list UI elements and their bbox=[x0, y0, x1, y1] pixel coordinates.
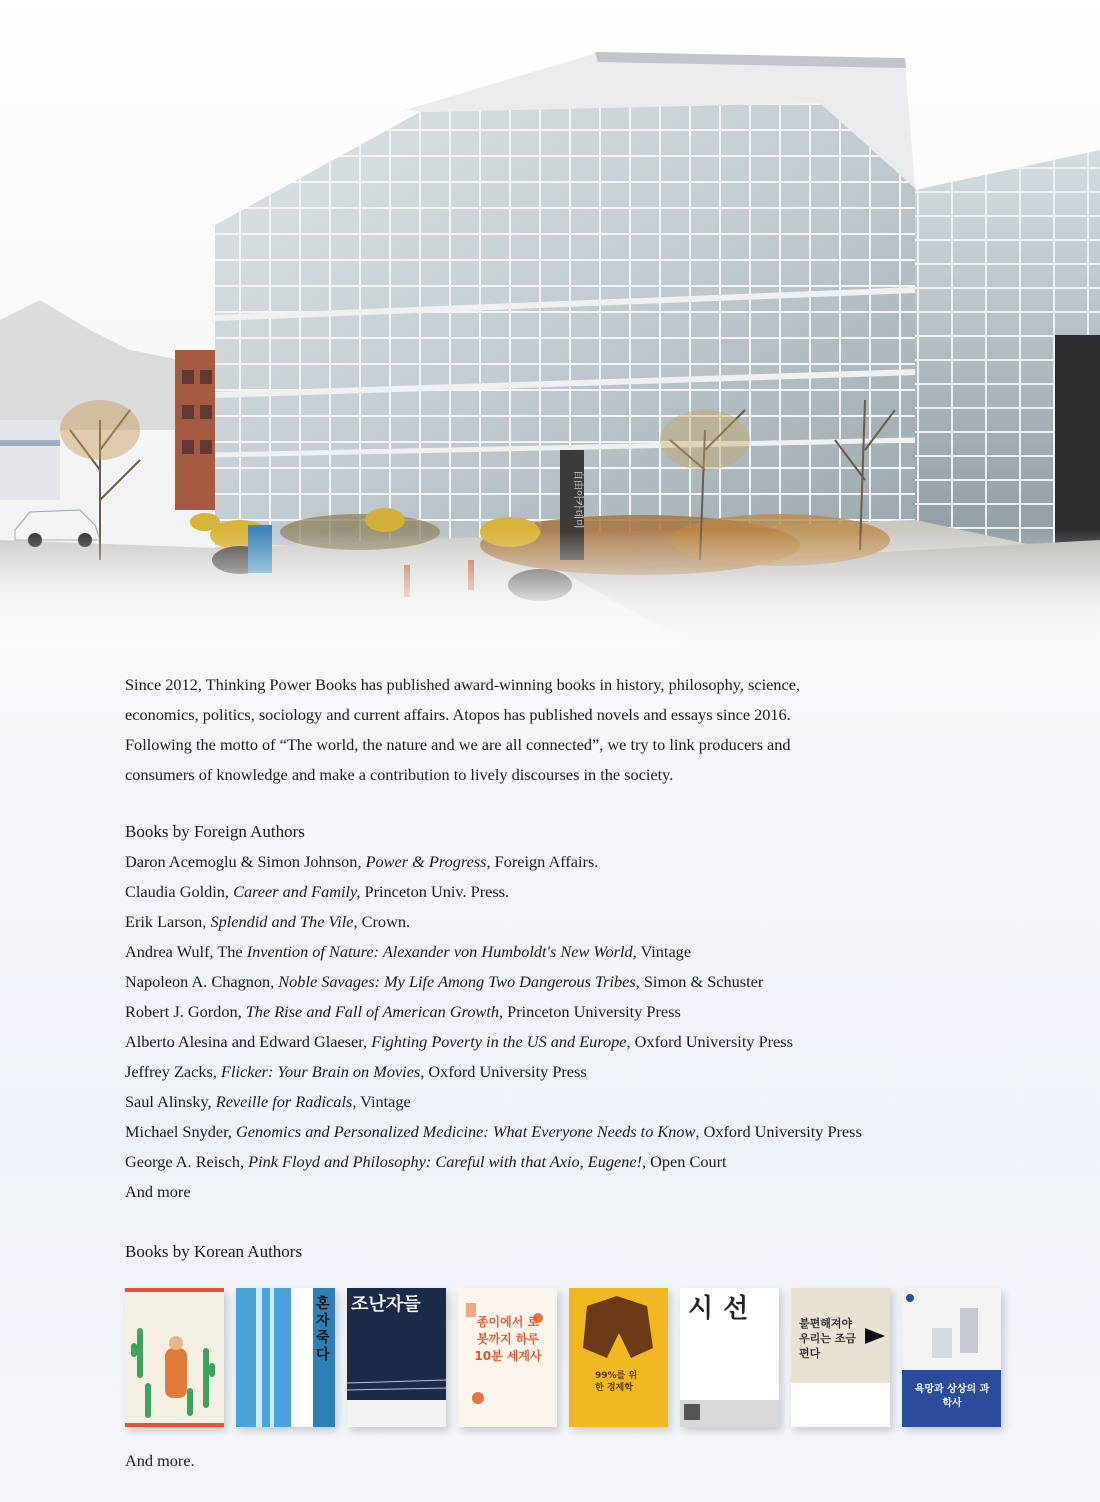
book-cover-row bbox=[125, 1288, 1005, 1428]
book-item: Napoleon A. Chagnon, Noble Savages: My Life Among Two Dangerous Tribes, Simon & Schuster bbox=[125, 972, 764, 991]
intro-line: consumers of knowledge and make a contribution to lively discourses in the society. bbox=[125, 765, 674, 784]
book-item: Andrea Wulf, The Invention of Nature: Alexander von Humboldt's New World, Vintage bbox=[125, 942, 692, 961]
cover-title: 혼자 죽다 bbox=[316, 1296, 330, 1363]
book-cover[interactable] bbox=[347, 1288, 446, 1427]
book-item: Claudia Goldin, Career and Family, Princeton Univ. Press. bbox=[125, 882, 510, 901]
hero-fade bbox=[0, 530, 1100, 650]
book-item: Daron Acemoglu & Simon Johnson, Power & Progress, Foreign Affairs. bbox=[125, 852, 599, 871]
intro-line: Since 2012, Thinking Power Books has published award-winning books in history, philosophy, science, bbox=[125, 675, 801, 694]
book-cover[interactable] bbox=[902, 1288, 1001, 1427]
cover-title: 조난자들 bbox=[351, 1294, 421, 1315]
book-item: Jeffrey Zacks, Flicker: Your Brain on Movies, Oxford University Press bbox=[125, 1062, 587, 1081]
cover-art bbox=[569, 1288, 668, 1427]
book-cover[interactable] bbox=[458, 1288, 557, 1427]
korean-authors-section bbox=[125, 1237, 1025, 1267]
cover-title: 욕망과 상상의 과학사 bbox=[914, 1384, 990, 1409]
intro-paragraph bbox=[125, 670, 1005, 790]
foreign-book-list bbox=[125, 847, 1025, 1207]
cover-title: 99%를 위한 경제학 bbox=[595, 1371, 638, 1393]
intro-line: Following the motto of “The world, the nature and we are all connected”, we try to link producers and bbox=[125, 735, 791, 754]
book-item: Saul Alinsky, Reveille for Radicals, Vintage bbox=[125, 1092, 411, 1111]
cover-title: 종이에서 로봇까지 하루 10분 세계사 bbox=[474, 1315, 542, 1363]
cover-title: 불편해져야 우리는 조금 편다 bbox=[799, 1317, 856, 1360]
intro-line: economics, politics, sociology and current affairs. Atopos has published novels and essays since 2016. bbox=[125, 705, 791, 724]
book-cover[interactable] bbox=[791, 1288, 890, 1427]
book-item: Robert J. Gordon, The Rise and Fall of American Growth, Princeton University Press bbox=[125, 1002, 681, 1021]
book-item: Michael Snyder, Genomics and Personalized Medicine: What Everyone Needs to Know, Oxford University Press bbox=[125, 1122, 862, 1141]
foreign-authors-section bbox=[125, 817, 1025, 1207]
cover-title: 시선 bbox=[688, 1294, 759, 1324]
korean-authors-title: Books by Korean Authors bbox=[125, 1242, 303, 1261]
and-more-korean: And more. bbox=[125, 1451, 195, 1470]
book-item: Erik Larson, Splendid and The Vile, Crown. bbox=[125, 912, 411, 931]
foreign-authors-title: Books by Foreign Authors bbox=[125, 822, 305, 841]
book-cover[interactable] bbox=[680, 1288, 779, 1427]
hero-photo bbox=[0, 0, 1100, 650]
book-item: George A. Reisch, Pink Floyd and Philosophy: Careful with that Axio, Eugene!, Open Court bbox=[125, 1152, 727, 1171]
and-more-foreign: And more bbox=[125, 1182, 191, 1201]
book-cover[interactable] bbox=[125, 1288, 224, 1427]
building-sign: 自由아카데미 bbox=[572, 470, 583, 529]
book-item: Alberto Alesina and Edward Glaeser, Fighting Poverty in the US and Europe, Oxford University Press bbox=[125, 1032, 793, 1051]
book-cover[interactable] bbox=[569, 1288, 668, 1427]
cactus-illustration bbox=[125, 1288, 224, 1427]
book-cover[interactable] bbox=[236, 1288, 335, 1427]
